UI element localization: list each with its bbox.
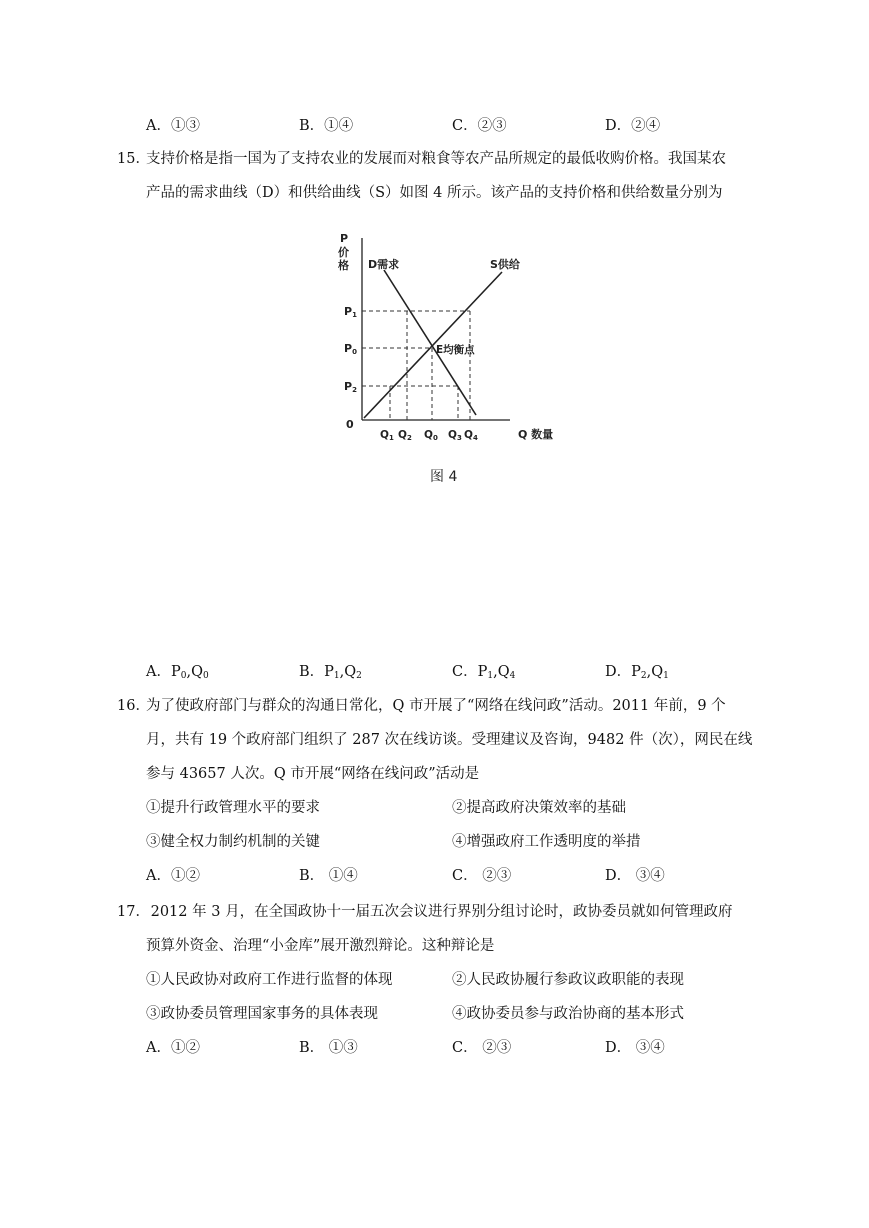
q16-choice-3: ③健全权力制约机制的关键 (146, 834, 320, 850)
option-letter: A． (146, 118, 171, 134)
q17-choice-1: ①人民政协对政府工作进行监督的体现 (146, 972, 393, 988)
q15-option-c: C．$P_1,Q_4$ (452, 664, 516, 681)
q17-choice-4: ④政协委员参与政治协商的基本形式 (452, 1006, 684, 1022)
p0-tick-label: P0 (344, 342, 357, 356)
q17-option-b: B． ①③ (299, 1040, 358, 1056)
q0-tick-label: Q0 (424, 429, 438, 442)
p1-tick-label: P1 (344, 305, 357, 319)
origin-label: 0 (346, 418, 354, 431)
q15-option-b: B．$P_1,Q_2$ (299, 664, 362, 681)
q15-stem-line2: 产品的需求曲线（D）和供给曲线（S）如图 4 所示。该产品的支持价格和供给数量分别为 (146, 185, 723, 201)
option-text: ①④ (324, 118, 354, 134)
q1-tick-label: Q1 (380, 429, 394, 442)
q17-option-c: C． ②③ (452, 1040, 512, 1056)
q15-number: 15． (117, 151, 150, 167)
q16-option-d: D． ③④ (605, 868, 665, 884)
q16-option-b: B． ①④ (299, 868, 358, 884)
q16-number: 16． (117, 698, 150, 714)
q14-option-a (146, 114, 200, 135)
option-text: ①③ (170, 118, 200, 134)
q17-number: 17． (117, 904, 150, 920)
q15-option-a: A．$P_0,Q_0$ (146, 664, 209, 681)
q14-option-b (299, 114, 353, 135)
supply-demand-figure (322, 218, 584, 490)
price-axis-label-2: 价 (338, 246, 349, 259)
q17-option-d: D． ③④ (605, 1040, 665, 1056)
q17-option-a: A．①② (146, 1040, 200, 1056)
supply-curve (364, 272, 502, 418)
q16-stem-line3: 参与 43657 人次。Q 市开展“网络在线问政”活动是 (146, 766, 480, 782)
q17-choice-3: ③政协委员管理国家事务的具体表现 (146, 1006, 378, 1022)
q16-choice-2: ②提高政府决策效率的基础 (452, 800, 626, 816)
q4-tick-label: Q4 (464, 429, 478, 442)
q16-choice-1: ①提升行政管理水平的要求 (146, 800, 320, 816)
demand-label: D需求 (368, 258, 400, 271)
q16-stem-line1: 为了使政府部门与群众的沟通日常化，Q 市开展了“网络在线问政”活动。2011 年前，9 个 (146, 698, 726, 714)
q3-tick-label: Q3 (448, 429, 462, 442)
option-letter: D． (605, 118, 632, 134)
q2-tick-label: Q2 (398, 429, 412, 442)
option-text: ②③ (477, 118, 507, 134)
supply-label: S供给 (490, 258, 520, 271)
quantity-axis-label: Q 数量 (518, 428, 554, 441)
q16-stem-line2: 月，共有 19 个政府部门组织了 287 次在线访谈。受理建议及咨询，9482 件（次），网民在线 (146, 732, 753, 748)
option-letter: B． (299, 118, 325, 134)
q17-choice-2: ②人民政协履行参政议政职能的表现 (452, 972, 684, 988)
q17-stem-line1: 2012 年 3 月，在全国政协十一届五次会议进行界别分组讨论时，政协委员就如何管理政府 (146, 904, 733, 920)
q16-option-a: A．①② (146, 868, 200, 884)
option-text: ②④ (631, 118, 661, 134)
q14-option-d (605, 114, 660, 135)
q15-option-d: D．$P_2,Q_1$ (605, 664, 669, 681)
price-axis-label-1: P (340, 232, 349, 245)
equilibrium-label: E均衡点 (436, 344, 475, 356)
q16-choice-4: ④增强政府工作透明度的举措 (452, 834, 641, 850)
demand-curve (384, 270, 476, 415)
q15-stem-line1: 支持价格是指一国为了支持农业的发展而对粮食等农产品所规定的最低收购价格。我国某农 (146, 151, 726, 167)
q16-option-c: C． ②③ (452, 868, 512, 884)
option-letter: C． (452, 118, 478, 134)
q14-option-c (452, 114, 507, 135)
price-axis-label-3: 格 (338, 259, 349, 272)
figure-caption: 图 4 (430, 469, 458, 485)
q17-stem-line2: 预算外资金、治理“小金库”展开激烈辩论。这种辩论是 (146, 938, 495, 954)
p2-tick-label: P2 (344, 380, 357, 394)
